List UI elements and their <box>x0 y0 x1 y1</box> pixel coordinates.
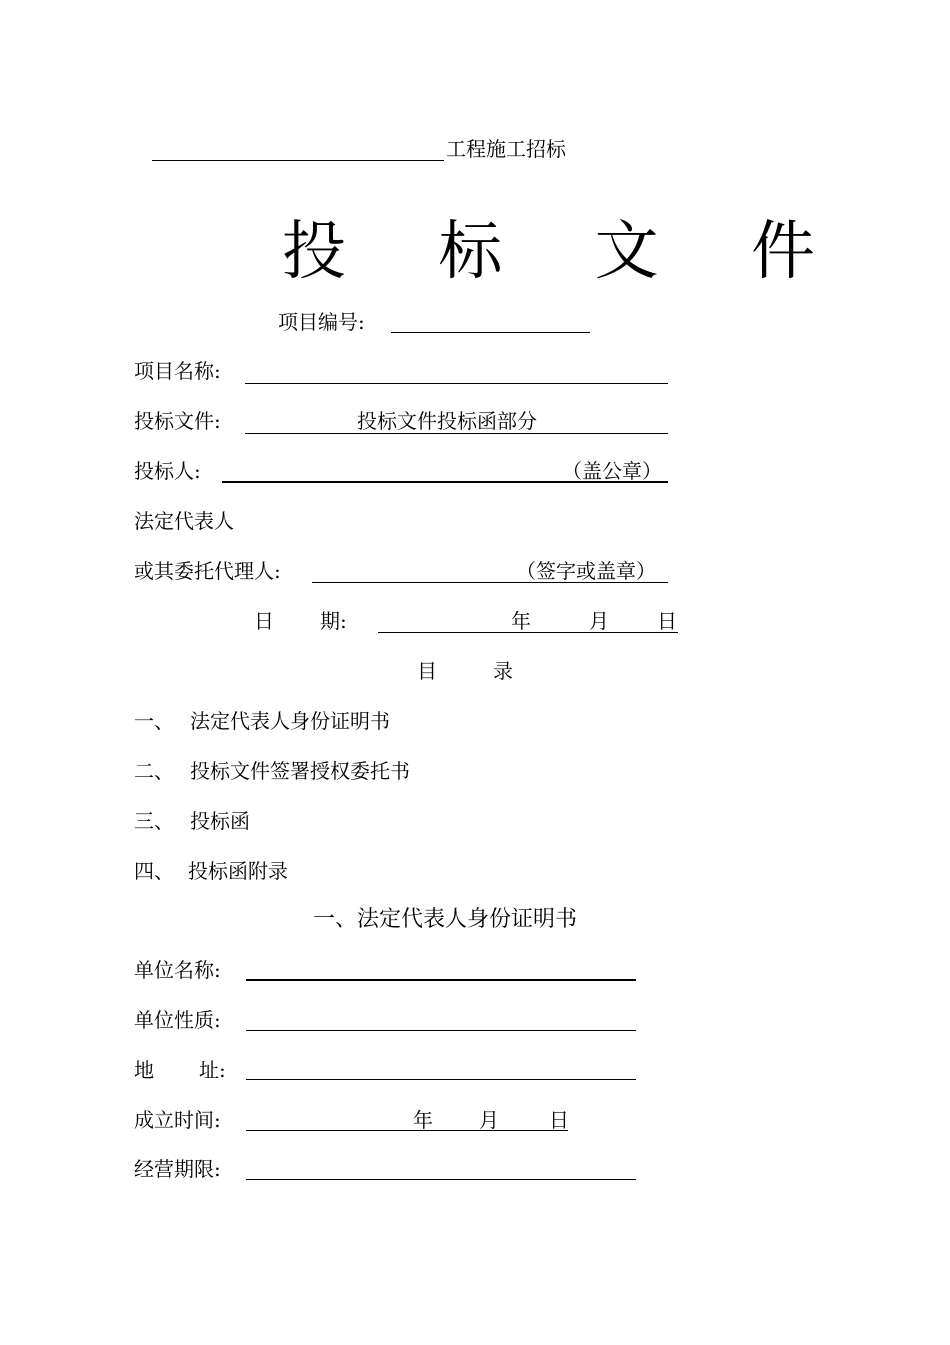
date-day: 日 <box>657 609 677 633</box>
date-month: 月 <box>589 609 609 633</box>
project-no-blank[interactable] <box>391 332 590 333</box>
agent-label: 或其委托代理人: <box>134 559 281 583</box>
legal-rep-label: 法定代表人 <box>134 509 234 533</box>
bid-doc-label: 投标文件: <box>134 409 221 433</box>
unit-name-field[interactable] <box>246 979 636 981</box>
project-suffix: 工程施工招标 <box>446 137 566 161</box>
established-year: 年 <box>413 1108 433 1132</box>
established-field[interactable] <box>246 1130 568 1131</box>
bid-doc-field[interactable] <box>245 433 668 434</box>
established-day: 日 <box>549 1108 569 1132</box>
project-name-blank[interactable] <box>152 160 444 161</box>
toc-item-num: 四、 <box>134 859 174 883</box>
address-label-di: 地 <box>134 1058 154 1082</box>
established-month: 月 <box>479 1108 499 1132</box>
date-year: 年 <box>511 609 531 633</box>
toc-title-mu: 目 <box>417 659 437 683</box>
bidder-seal-note: （盖公章） <box>562 459 662 483</box>
signature-field[interactable] <box>312 582 668 583</box>
established-label: 成立时间: <box>134 1108 221 1132</box>
address-label-zhi: 址: <box>199 1058 226 1082</box>
date-field[interactable] <box>378 632 678 633</box>
main-title: 投 标 文 件 <box>282 215 852 289</box>
section-title: 一、法定代表人身份证明书 <box>313 907 578 932</box>
unit-nature-field[interactable] <box>246 1030 636 1031</box>
bid-doc-value: 投标文件投标函部分 <box>357 409 537 433</box>
address-field[interactable] <box>246 1079 636 1080</box>
toc-item-text[interactable]: 投标函 <box>190 809 250 833</box>
project-name-label: 项目名称: <box>134 359 221 383</box>
project-no-label: 项目编号: <box>278 310 365 334</box>
signature-note: （签字或盖章） <box>516 559 656 583</box>
toc-item-text[interactable]: 法定代表人身份证明书 <box>190 709 390 733</box>
toc-item-text[interactable]: 投标文件签署授权委托书 <box>190 759 410 783</box>
date-label-qi: 期: <box>320 609 347 633</box>
project-name-field[interactable] <box>245 383 668 384</box>
bidder-label: 投标人: <box>134 459 201 483</box>
term-field[interactable] <box>246 1179 636 1180</box>
unit-nature-label: 单位性质: <box>134 1008 221 1032</box>
date-label-ri: 日 <box>254 609 274 633</box>
toc-item-num: 一、 <box>134 709 174 733</box>
toc-item-text[interactable]: 投标函附录 <box>188 859 288 883</box>
unit-name-label: 单位名称: <box>134 958 221 982</box>
bidder-field[interactable] <box>222 481 668 483</box>
term-label: 经营期限: <box>134 1157 221 1181</box>
toc-item-num: 三、 <box>134 809 174 833</box>
toc-title-lu: 录 <box>493 659 513 683</box>
toc-item-num: 二、 <box>134 759 174 783</box>
